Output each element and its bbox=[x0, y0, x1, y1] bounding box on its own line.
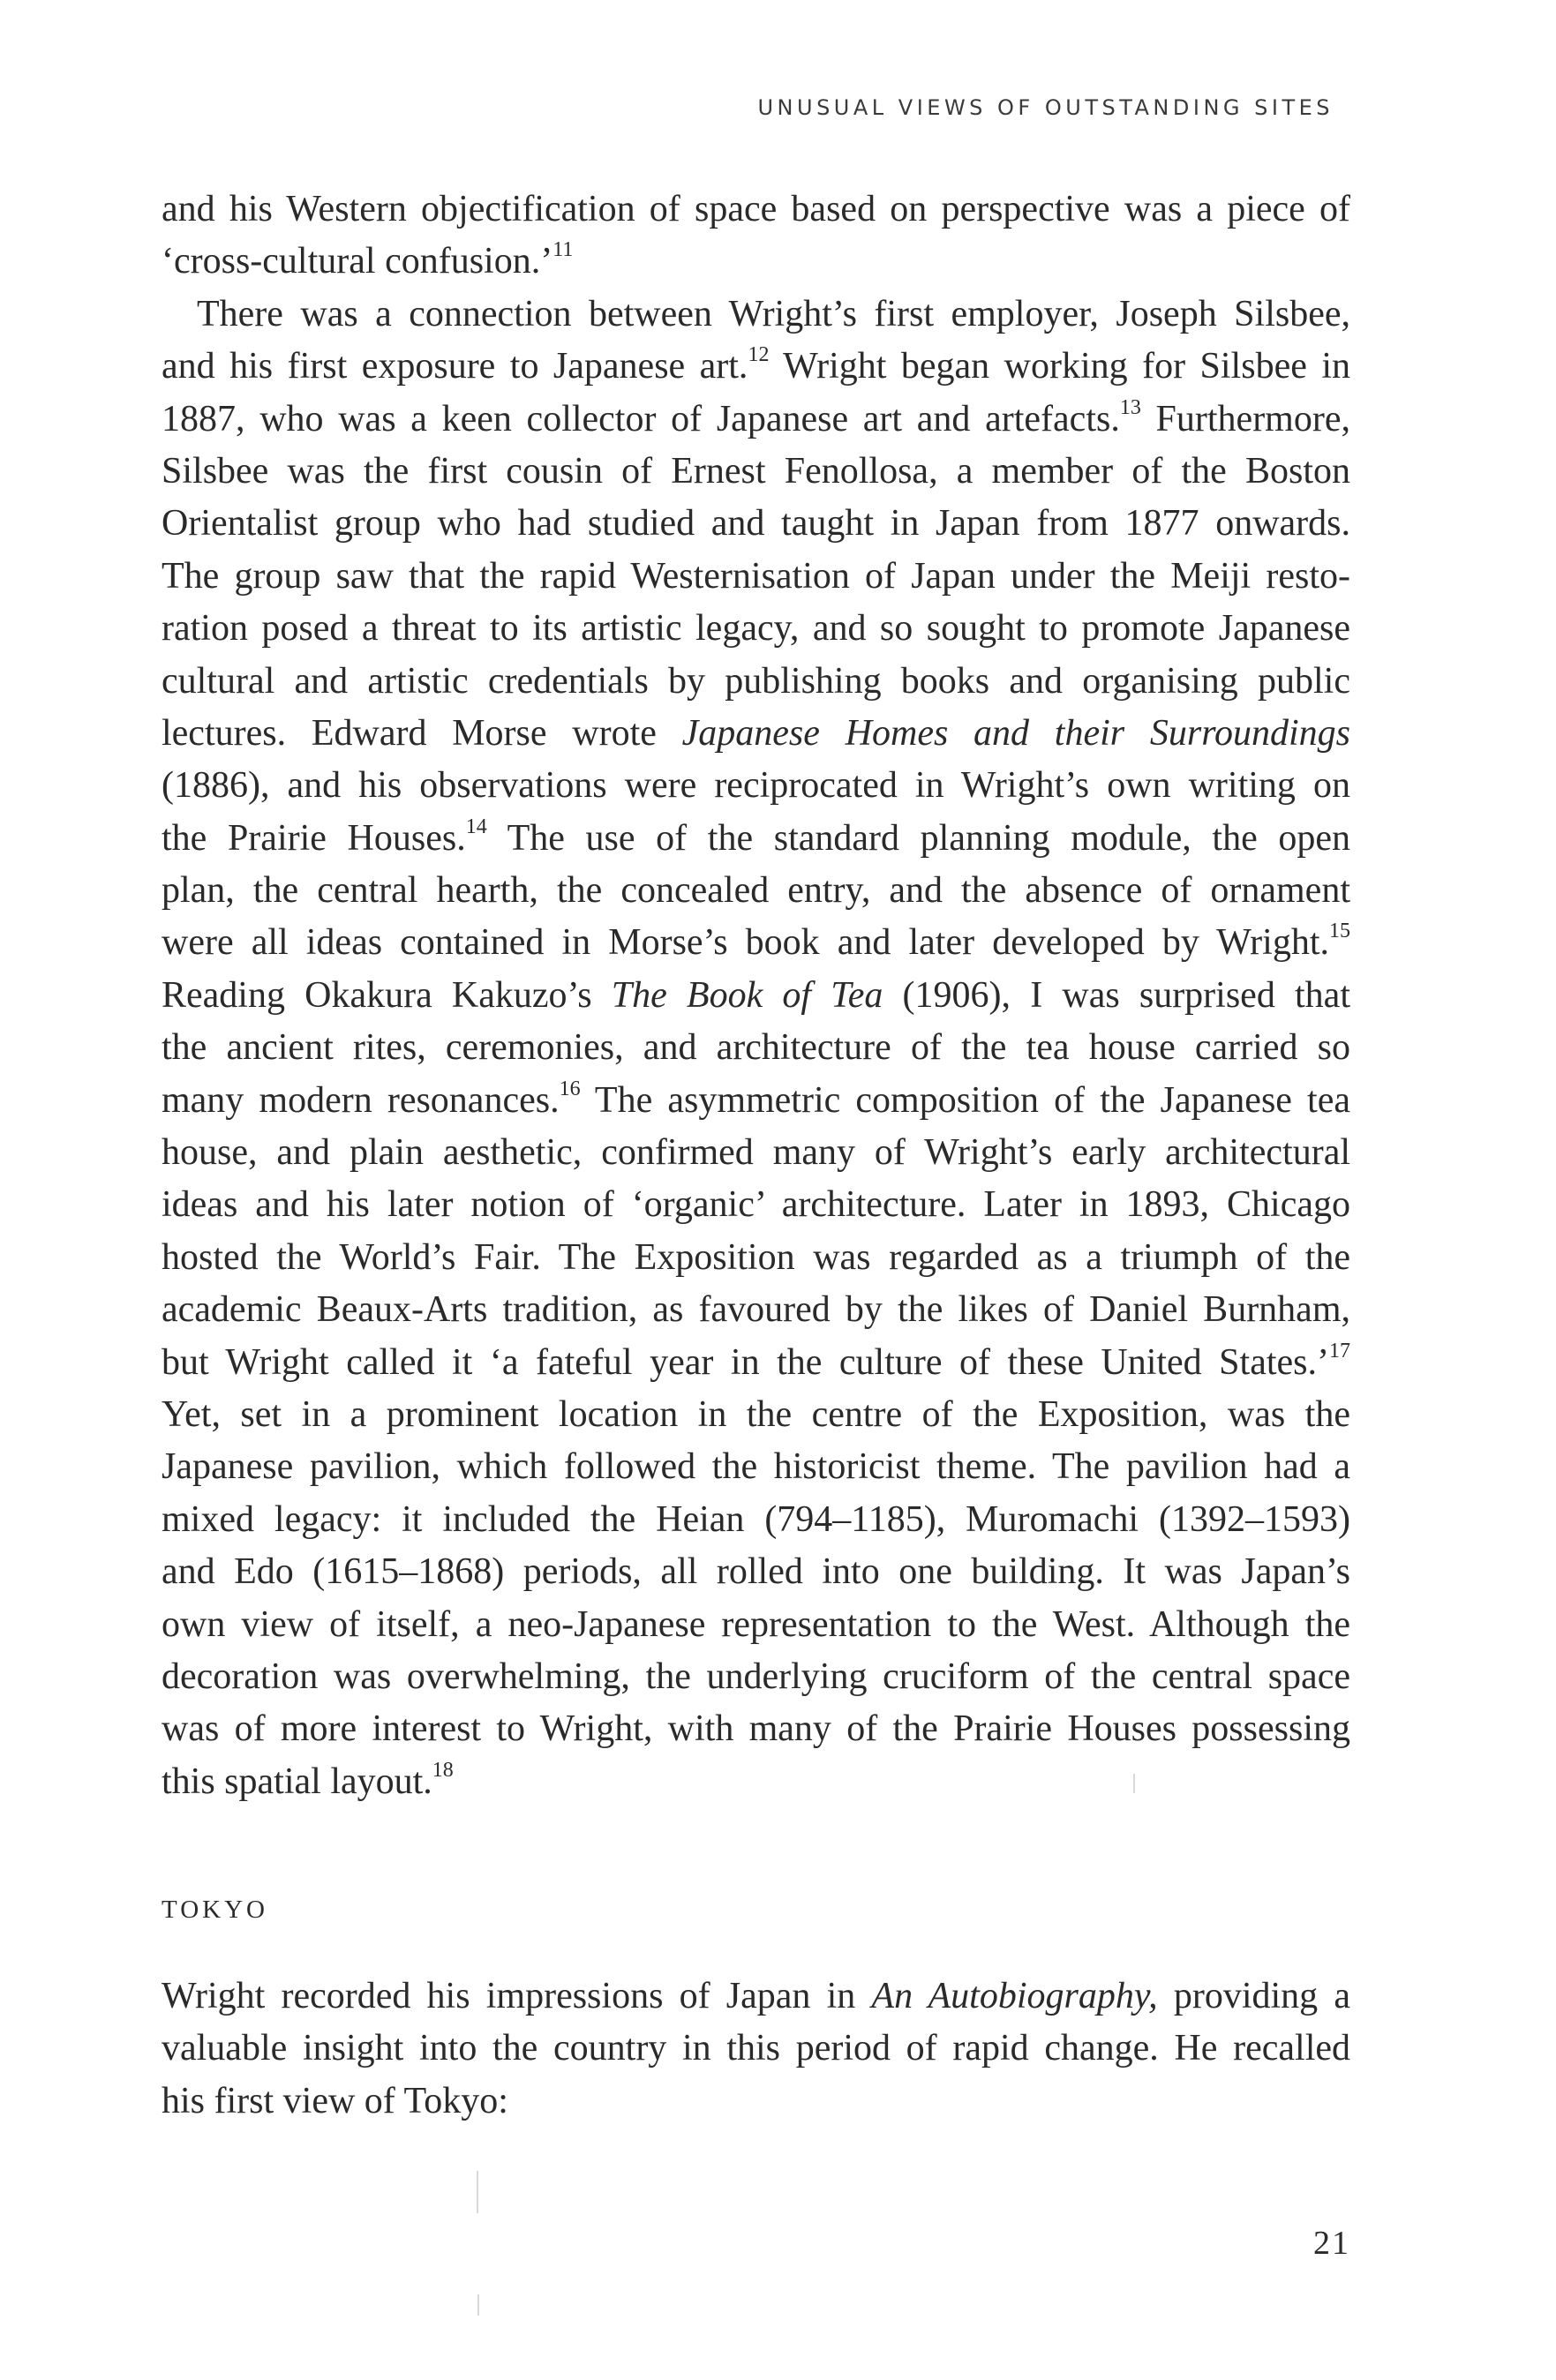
text-run: Japanese pavilion, which followed the historicist theme. The pavilion had a bbox=[162, 1446, 1350, 1488]
text-run: hosted the World’s Fair. The Exposition was regarded as a triumph of the bbox=[162, 1236, 1350, 1278]
text-line bbox=[162, 708, 1350, 760]
text-run: ‘cross-cultural confusion.’ bbox=[162, 241, 553, 282]
text-line bbox=[162, 551, 1350, 603]
text-run: the Prairie Houses. bbox=[162, 817, 466, 859]
text-line bbox=[162, 1441, 1350, 1493]
text-line bbox=[162, 917, 1350, 969]
text-line bbox=[162, 289, 1350, 341]
text-run: house, and plain aesthetic, confirmed many of Wright’s early architectural bbox=[162, 1132, 1350, 1174]
text-run: Yet, set in a prominent location in the centre of the Exposition, was the bbox=[162, 1393, 1350, 1435]
text-run: plan, the central hearth, the concealed entry, and the absence of ornament bbox=[162, 870, 1350, 912]
text-line bbox=[162, 1389, 1350, 1441]
text-run: his first view of Tokyo: bbox=[162, 2080, 508, 2121]
scan-mark bbox=[477, 2294, 479, 2316]
footnote-ref: 12 bbox=[748, 343, 770, 367]
text-run: many modern resonances. bbox=[162, 1079, 560, 1121]
text-run: this spatial layout. bbox=[162, 1761, 432, 1802]
text-line bbox=[162, 1232, 1350, 1284]
book-title: The Book of Tea bbox=[611, 974, 883, 1016]
text-line bbox=[162, 1703, 1350, 1755]
text-run: and his first exposure to Japanese art. bbox=[162, 346, 748, 387]
text-line bbox=[162, 1179, 1350, 1231]
text-run: and his Western objectification of space based on perspective was a piece of bbox=[162, 189, 1350, 229]
text-run: The asymmetric composition of the Japanese tea bbox=[580, 1079, 1350, 1121]
text-run: The group saw that the rapid Westernisation of Japan under the Meiji resto- bbox=[162, 555, 1350, 597]
running-head: UNUSUAL VIEWS OF OUTSTANDING SITES bbox=[757, 95, 1334, 120]
footnote-ref: 11 bbox=[552, 238, 574, 262]
text-line bbox=[162, 394, 1350, 446]
page-number: 21 bbox=[1313, 2225, 1350, 2262]
text-run: the ancient rites, ceremonies, and architecture of the tea house carried so bbox=[162, 1027, 1350, 1069]
text-line bbox=[162, 760, 1350, 812]
body-text-block-2 bbox=[162, 1971, 1350, 2128]
text-run: Wright began working for Silsbee in bbox=[769, 346, 1350, 387]
text-line bbox=[162, 236, 1350, 288]
text-run: own view of itself, a neo-Japanese representation to the West. Although the bbox=[162, 1603, 1350, 1645]
footnote-ref: 13 bbox=[1119, 395, 1141, 419]
body-text-block-1 bbox=[162, 184, 1350, 1808]
text-run: was of more interest to Wright, with many of the Prairie Houses possessing bbox=[162, 1708, 1350, 1750]
text-run: cultural and artistic credentials by publishing books and organising public bbox=[162, 660, 1350, 702]
text-line bbox=[162, 970, 1350, 1022]
text-line bbox=[162, 1971, 1350, 2023]
text-line bbox=[162, 341, 1350, 393]
text-run: ration posed a threat to its artistic legacy, and so sought to promote Japanese bbox=[162, 608, 1350, 649]
text-run: were all ideas contained in Morse’s book and later developed by Wright. bbox=[162, 922, 1329, 964]
text-line bbox=[162, 1494, 1350, 1546]
text-line bbox=[162, 446, 1350, 498]
text-line bbox=[162, 1284, 1350, 1336]
scan-mark bbox=[1133, 1774, 1135, 1793]
text-run: mixed legacy: it included the Heian (794–1185), Muromachi (1392–1593) bbox=[162, 1498, 1350, 1540]
text-line bbox=[162, 1075, 1350, 1127]
text-line bbox=[162, 1546, 1350, 1598]
text-run: 1887, who was a keen collector of Japanese art and artefacts. bbox=[162, 398, 1120, 439]
text-line bbox=[162, 1651, 1350, 1703]
text-run: but Wright called it ‘a fateful year in the culture of these United States.’ bbox=[162, 1341, 1329, 1383]
text-run: The use of the standard planning module, the open bbox=[486, 817, 1350, 859]
text-line bbox=[162, 2023, 1350, 2075]
text-run: decoration was overwhelming, the underlying cruciform of the central space bbox=[162, 1655, 1350, 1697]
text-run: Reading Okakura Kakuzo’s bbox=[162, 974, 612, 1016]
text-run: Orientalist group who had studied and taught in Japan from 1877 onwards. bbox=[162, 503, 1350, 544]
footnote-ref: 18 bbox=[432, 1758, 454, 1782]
text-line bbox=[162, 184, 1350, 236]
text-line bbox=[162, 865, 1350, 917]
text-run: Furthermore, bbox=[1140, 398, 1350, 439]
text-line bbox=[162, 1127, 1350, 1179]
section-heading: TOKYO bbox=[162, 1896, 268, 1924]
text-run: valuable insight into the country in this period of rapid change. He recalled bbox=[162, 2028, 1350, 2069]
book-title: An Autobiography, bbox=[871, 1976, 1158, 2016]
text-line bbox=[162, 1337, 1350, 1389]
footnote-ref: 15 bbox=[1329, 920, 1350, 943]
text-line bbox=[162, 656, 1350, 708]
text-run: and Edo (1615–1868) periods, all rolled into one building. It was Japan’s bbox=[162, 1551, 1350, 1593]
text-run: providing a bbox=[1157, 1976, 1351, 2016]
book-title: Japanese Homes and their Surroundings bbox=[681, 712, 1351, 754]
footnote-ref: 17 bbox=[1329, 1339, 1350, 1363]
text-run: There was a connection between Wright’s first employer, Joseph Silsbee, bbox=[197, 293, 1350, 334]
text-line bbox=[162, 1599, 1350, 1651]
text-line bbox=[162, 1756, 1350, 1808]
text-run: Wright recorded his impressions of Japan in bbox=[162, 1976, 872, 2016]
text-line bbox=[162, 2076, 1350, 2128]
text-line bbox=[162, 498, 1350, 550]
text-line bbox=[162, 603, 1350, 655]
text-run: academic Beaux-Arts tradition, as favoured by the likes of Daniel Burnham, bbox=[162, 1289, 1350, 1331]
footnote-ref: 14 bbox=[465, 815, 487, 838]
text-line bbox=[162, 1022, 1350, 1074]
text-run: ideas and his later notion of ‘organic’ architecture. Later in 1893, Chicago bbox=[162, 1184, 1350, 1226]
text-run: (1886), and his observations were reciprocated in Wright’s own writing on bbox=[162, 765, 1350, 807]
footnote-ref: 16 bbox=[559, 1077, 581, 1100]
text-run: (1906), I was surprised that bbox=[883, 974, 1350, 1016]
text-run: Silsbee was the first cousin of Ernest Fenollosa, a member of the Boston bbox=[162, 450, 1350, 492]
text-line bbox=[162, 813, 1350, 865]
text-run: lectures. Edward Morse wrote bbox=[162, 712, 682, 754]
scan-mark bbox=[477, 2171, 478, 2213]
